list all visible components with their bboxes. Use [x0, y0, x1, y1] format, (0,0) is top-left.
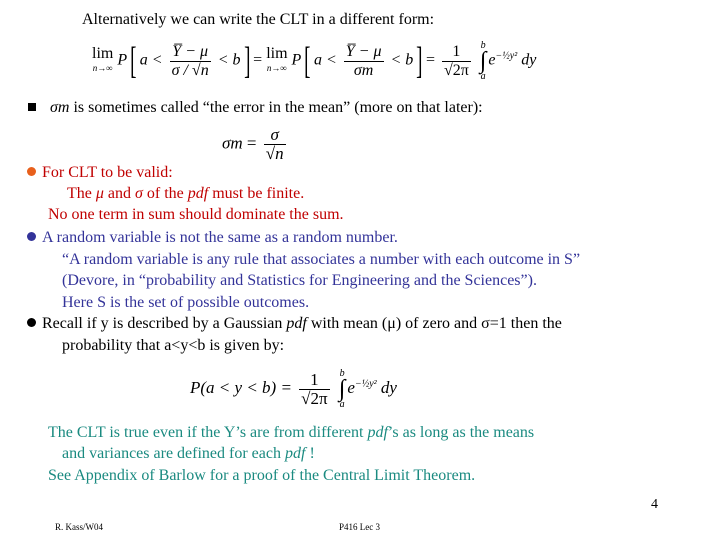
note-line3: See Appendix of Barlow for a proof of the Central Limit Theorem.: [48, 467, 476, 484]
slide-title: Alternatively we can write the CLT in a different form:: [82, 11, 435, 28]
square-bullet-icon: [28, 103, 36, 111]
recall-line2: probability that a<y<b is given by:: [62, 337, 285, 354]
bullet-random-variable: A random variable is not the same as a random number.: [27, 229, 398, 247]
note-line2: and variances are defined for each pdf !: [62, 445, 315, 462]
footer-lecture: P416 Lec 3: [339, 522, 380, 532]
clt-equation: lim n→∞ P[ a < $\frac{Y̅ - \mu}{\sigma / √n}$ < b] = lim n→∞ P[ a < $\frac{Y̅ - \mu}{\sigma m}$ < b] = $\frac{1}{√2\pi}$ b ∫ $ae^{-\frac{1}{2}y^2}$ dy: [92, 40, 537, 82]
bullet-sigma-m: σm is sometimes called “the error in the mean” (more on that later):: [28, 99, 483, 117]
bullet-recall: Recall if y is described by a Gaussian pdf with mean (μ) of zero and σ=1 then the: [27, 315, 562, 333]
bullet-icon: [27, 167, 36, 176]
rv-line3: Here S is the set of possible outcomes.: [62, 294, 310, 311]
rv-line1: “A random variable is any rule that associates a number with each outcome in S”: [62, 251, 581, 268]
page-number: 4: [651, 497, 658, 512]
note-line1: The CLT is true even if the Y’s are from different pdf’s as long as the means: [48, 424, 535, 441]
footer-author: R. Kass/W04: [55, 522, 103, 532]
gaussian-probability-equation: P(a < y < b) = $\frac{1}{√2\pi}$ b ∫ $ae^{-\frac{1}{2}y^2}$ dy: [190, 368, 397, 410]
clt-valid-line2: No one term in sum should dominate the sum.: [48, 206, 344, 223]
bullet-clt-valid: For CLT to be valid:: [27, 164, 173, 182]
bullet-icon: [27, 318, 36, 327]
rv-line2: (Devore, in “probability and Statistics for Engineering and the Sciences”).: [62, 272, 537, 289]
bullet-icon: [27, 232, 36, 241]
clt-valid-line1: The μ and σ of the pdf must be finite.: [67, 185, 305, 202]
sigma-m-equation: σm = $\frac{\sigma}{√n}$: [222, 125, 284, 163]
